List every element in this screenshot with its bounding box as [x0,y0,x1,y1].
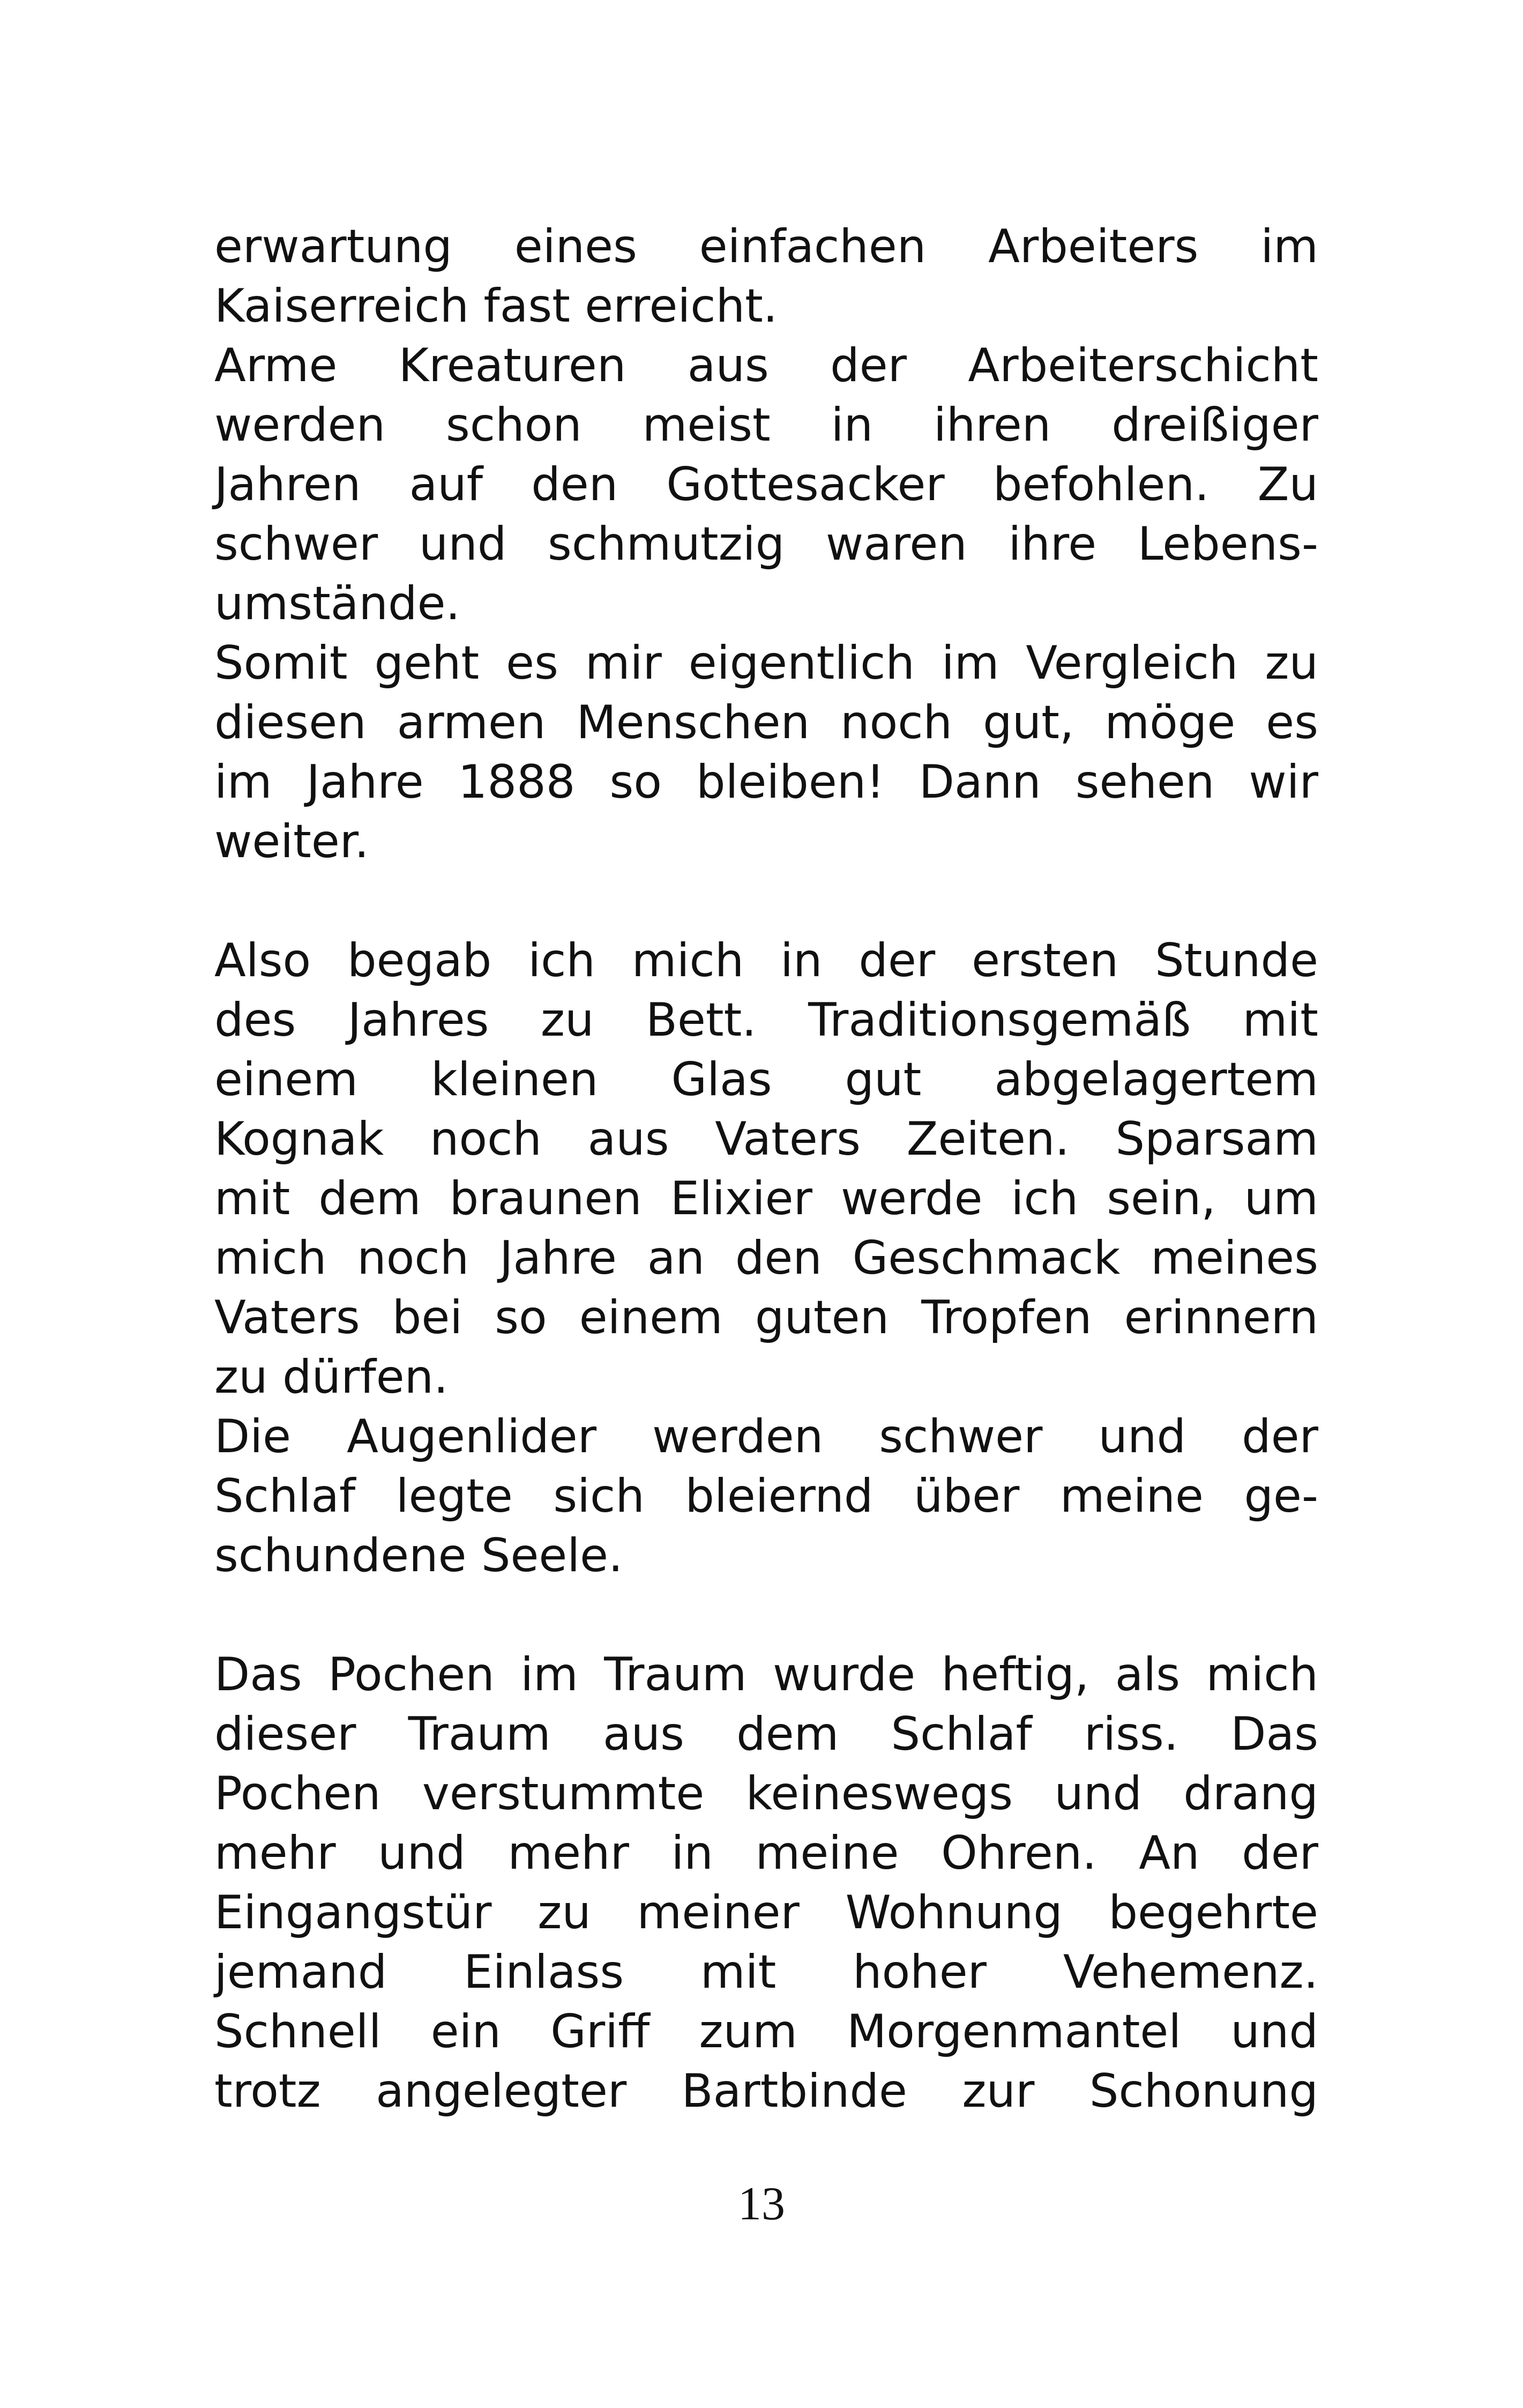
text-line: Pochen verstummte keineswegs und drang [214,1767,1318,1820]
text-line: Somit geht es mir eigentlich im Vergleich zu [214,636,1318,690]
paragraph-gap [214,872,1318,931]
text-line: dieser Traum aus dem Schlaf riss. Das [214,1707,1318,1761]
text-line: im Jahre 1888 so bleiben! Dann sehen wir [214,755,1318,809]
text-line: weiter. [214,815,369,868]
text-line: erwartung eines einfachen Arbeiters im [214,220,1318,273]
text-line: jemand Einlass mit hoher Vehemenz. [214,1945,1318,1999]
text-line: Kaiserreich fast erreicht. [214,279,778,333]
body-text [214,217,1318,2121]
text-line: Eingangstür zu meiner Wohnung begehrte [214,1886,1318,1939]
text-line: Das Pochen im Traum wurde heftig, als mich [214,1648,1318,1701]
text-line: mit dem braunen Elixier werde ich sein, um [214,1172,1318,1225]
page-number: 13 [738,2178,785,2230]
text-line: Jahren auf den Gottesacker befohlen. Zu [214,458,1318,511]
text-line: des Jahres zu Bett. Traditionsgemäß mit [214,993,1318,1047]
text-line: werden schon meist in ihren dreißiger [214,398,1318,452]
paragraph-gap [214,1586,1318,1645]
text-line: zu dürfen. [214,1350,449,1404]
text-line: Also begab ich mich in der ersten Stunde [214,934,1318,987]
text-line: umstände. [214,577,460,630]
text-line: schundene Seele. [214,1529,623,1582]
text-line: trotz angelegter Bartbinde zur Schonung [214,2064,1318,2118]
text-line: schwer und schmutzig waren ihre Lebens- [214,517,1318,571]
text-line: Vaters bei so einem guten Tropfen erinnern [214,1291,1318,1344]
text-line: Die Augenlider werden schwer und der [214,1410,1318,1463]
text-line: mich noch Jahre an den Geschmack meines [214,1231,1318,1285]
text-line: Kognak noch aus Vaters Zeiten. Sparsam [214,1112,1318,1166]
text-line: einem kleinen Glas gut abgelagertem [214,1053,1318,1106]
text-line: Schnell ein Griff zum Morgenmantel und [214,2005,1318,2058]
text-line: mehr und mehr in meine Ohren. An der [214,1826,1318,1880]
text-line: Schlaf legte sich bleiernd über meine ge- [214,1469,1318,1523]
text-line: Arme Kreaturen aus der Arbeiterschicht [214,339,1318,392]
text-line: diesen armen Menschen noch gut, möge es [214,696,1318,749]
